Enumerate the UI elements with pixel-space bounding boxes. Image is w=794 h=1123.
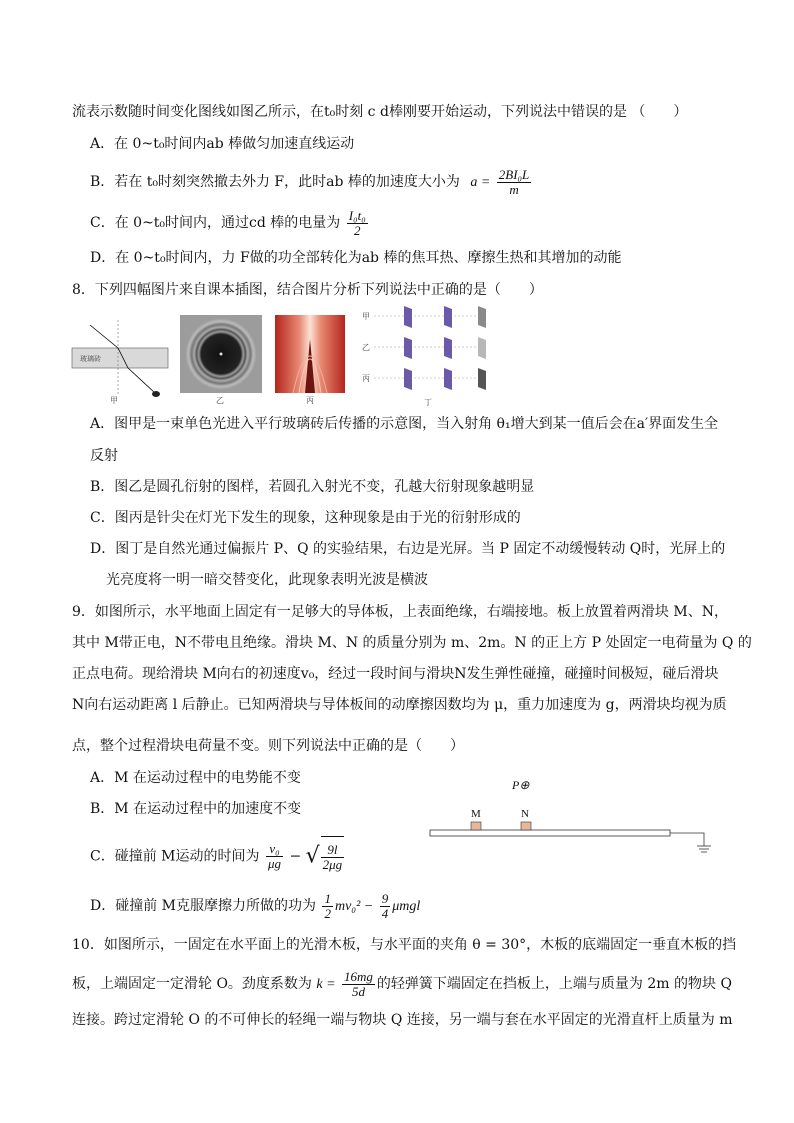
q8-figure-jia [70,315,170,405]
figure-label-bing: 丙 [306,396,314,405]
q9-figure [428,776,718,856]
q7-option-c-fraction: $\frac{\text{I₀t₀}}{2}$ [348,207,366,238]
q8-option-d-line1: D．图丁是自然光通过偏振片 P、Q 的实验结果，右边是光屏。当 P 固定不动缓慢转动 Q时，光屏上的 [90,541,726,557]
polarizer-row-label-1: 甲 [362,312,370,321]
q9-stem-line2: 其中 M带正电，N不带电且绝缘。滑块 M、N 的质量分别为 m、2m。N 的正上方 P 处固定一电荷量为 Q 的 [72,635,752,651]
q9-option-d-fraction-2: $\frac{9}{4}$ [381,890,389,921]
block-m-label: M [471,808,481,820]
q9-stem-line3: 正点电荷。现给滑块 M向右的初速度v₀，经过一段时间与滑块N发生弹性碰撞，碰撞时间极短，碰后滑块 [72,666,719,682]
q9-option-d: D．碰撞前 M克服摩擦力所做的功为 $\frac{1}{2}$ mv₀² − $\frac{9}{4}$ μmgl [90,890,421,921]
q8-option-c: C．图丙是针尖在灯光下发生的现象，这种现象是由于光的衍射形成的 [90,510,521,526]
figure-label-yi: 乙 [216,396,224,405]
q9-option-a: A．M 在运动过程中的电势能不变 [90,770,301,786]
q7-option-c: C．在 0~t₀时间内，通过cd 棒的电量为 $\frac{\text{I₀t₀}}{2}$ [90,207,366,238]
q9-option-c-fraction-1: $\frac{\text{v₀}}{\mu g}$ [267,841,281,871]
q9-stem-line4: N向右运动距离 l 后静止。已知两滑块与导体板间的动摩擦因数均为 μ，重力加速度为 g，两滑块均视为质 [72,697,727,713]
q8-option-a-line2: 反射 [90,448,118,464]
q7-option-d: D．在 0~t₀时间内，力 F做的功全部转化为ab 棒的焦耳热、摩擦生热和其增加的动能 [90,250,622,266]
q9-option-d-fraction-1: $\frac{1}{2}$ [324,890,331,921]
q7-option-b-fraction: $\frac{\text{2BI₀L}}{m}$ [498,166,530,197]
point-charge-p: P⊕ [512,778,530,792]
sqrt-sign-icon: √ [305,843,320,869]
q9-stem-line1: 9．如图所示，水平地面上固定有一足够大的导体板，上表面绝缘，右端接地。板上放置着两滑块 M、N， [72,604,728,620]
polarizer-row-label-2: 乙 [362,343,370,352]
q7-stem: 流表示数随时间变化图线如图乙所示，在t₀时刻 c d棒刚要开始运动，下列说法中错误的是 （ ） [72,104,688,120]
q9-option-c-radicand: $\frac{9l}{2\mu g}$ [321,836,345,877]
q7-option-b: B．若在 t₀时刻突然撤去外力 F，此时ab 棒的加速度大小为 a = $\frac{\text{2BI₀L}}{m}$ [90,166,530,197]
q8-figure-yi [180,315,262,405]
q8-figure-ding [360,304,495,408]
q9-option-b: B．M 在运动过程中的加速度不变 [90,801,302,817]
polarizer-experiment [360,304,495,398]
figure-label-ding: 丁 [424,398,432,407]
glass-brick-label: 玻璃砖 [80,355,101,363]
circular-diffraction-pattern [180,315,262,393]
q10-stem-line3: 连接。跨过定滑轮 O 的不可伸长的轻绳一端与物块 Q 连接，另一端与套在水平固定的光滑直杆上质量为 m [72,1012,733,1028]
needle-shadow-image [275,315,345,393]
q10-spring-constant-fraction: $\frac{16mg}{5d}$ [344,968,373,999]
figure-label-jia: 甲 [110,396,118,405]
q8-option-a-line1: A．图甲是一束单色光进入平行玻璃砖后传播的示意图，当入射角 θ₁增大到某一值后会在a′界面发生全 [90,416,719,432]
q8-option-b: B．图乙是圆孔衍射的图样，若圆孔入射光不变，孔越大衍射现象越明显 [90,479,535,495]
block-n-label: N [521,808,529,820]
q8-stem: 8．下列四幅图片来自课本插图，结合图片分析下列说法中正确的是（ ） [72,282,543,298]
q7-option-a: A．在 0~t₀时间内ab 棒做匀加速直线运动 [90,136,355,152]
q10-stem-line2: 板，上端固定一定滑轮 O。劲度系数为 k = $\frac{16mg}{5d}$ 的轻弹簧下端固定在挡板上，上端与质量为 2m 的物块 Q [72,968,732,999]
q8-figure-bing [275,315,345,405]
q9-option-c: C．碰撞前 M运动的时间为 $\frac{\text{v₀}}{\mu g}$ − √ $\frac{9l}{2\mu g}$ [90,836,344,876]
q10-stem-line1: 10．如图所示，一固定在水平面上的光滑木板，与水平面的夹角 θ = 30°，木板的底端固定一垂直木板的挡 [72,937,737,953]
q9-stem-line5: 点，整个过程滑块电荷量不变。则下列说法中正确的是（ ） [72,738,464,754]
polarizer-row-label-3: 丙 [362,374,370,383]
q8-option-d-line2: 光亮度将一明一暗交替变化，此现象表明光波是横波 [106,572,428,588]
